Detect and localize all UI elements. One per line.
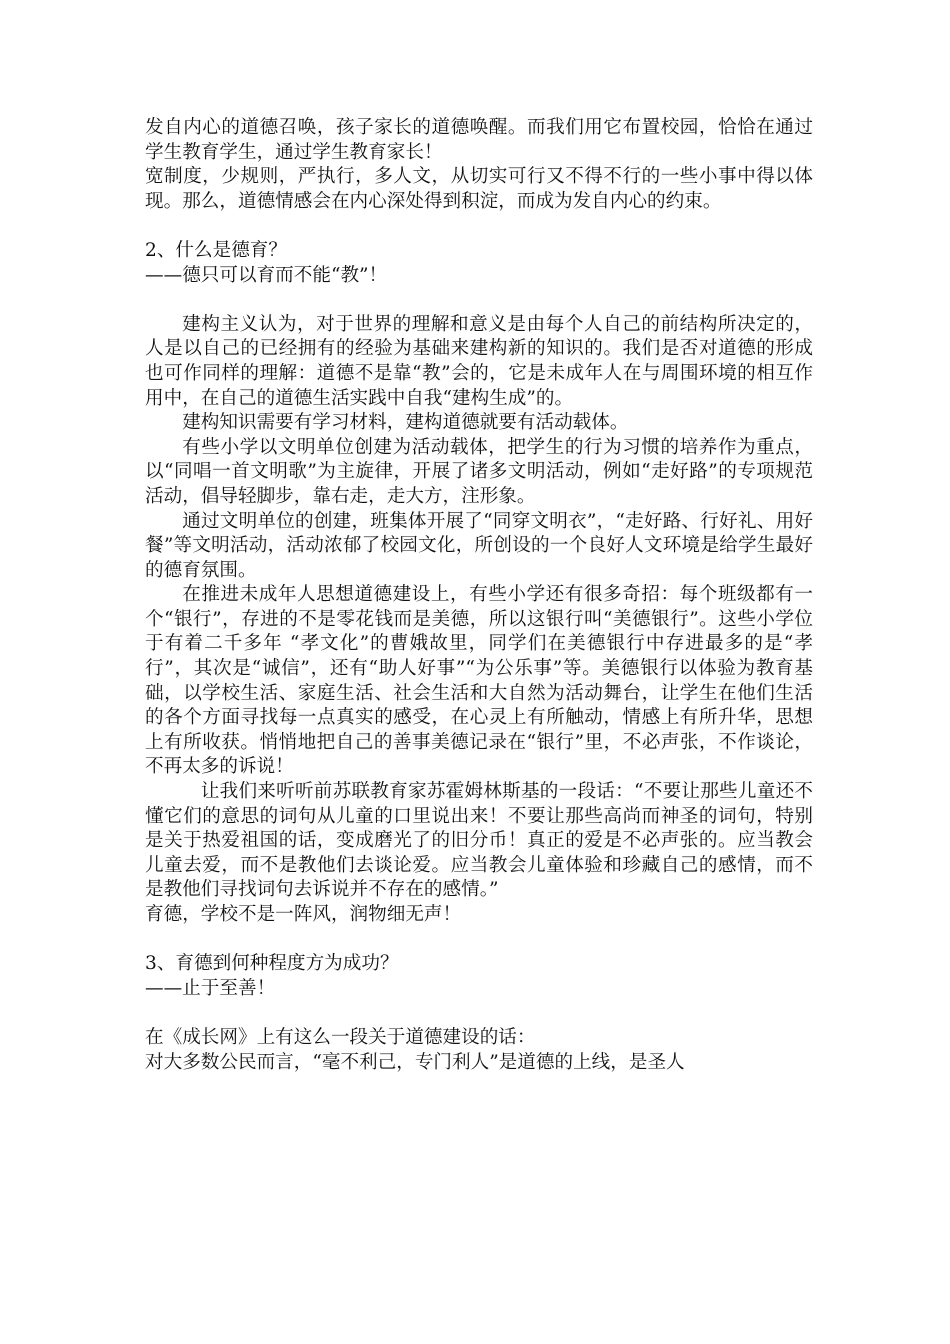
section-heading-3: 3、育德到何种程度方为成功？	[145, 953, 399, 975]
blank-line	[145, 1001, 813, 1026]
paragraph-class-activities: 通过文明单位的创建，班集体开展了“同穿文明衣”，“走好路、行好礼、用好餐”等文明活动，活动浓郁了校园文化，所创设的一个良好人文环境是给学生最好的德育氛围。	[145, 510, 813, 581]
blank-line	[145, 928, 813, 953]
section-subheading-2: ——德只可以育而不能“教”！	[145, 264, 388, 286]
paragraph-intro-2: 宽制度，少规则，严执行，多人文，从切实可行又不得不行的一些小事中得以体现。那么，道德情感会在内心深处得到积淀，而成为发自内心的约束。	[145, 166, 813, 212]
blank-line	[145, 214, 813, 239]
paragraph-activity-carrier: 建构知识需要有学习材料，建构道德就要有活动载体。	[182, 412, 629, 434]
paragraph-moral-education: 育德，学校不是一阵风，润物细无声！	[145, 904, 462, 925]
section-subheading-3: ——止于至善！	[145, 977, 276, 999]
paragraph-virtue-bank: 在推进未成年人思想道德建设上，有些小学还有很多奇招：每个班级都有一个“银行”，存进的不是零花钱而是美德，所以这银行叫“美德银行”。这些小学位于有着二千多年 “孝文化”的曹娥故里，同学们在美德银行中存进最多的是“孝行”，其次是“诚信”，还有“助人好事”“为公乐事”等。美德银行以体验为教育基础，以学校生活、家庭生活、社会生活和大自然为活动舞台，让学生在他们生活的各个方面寻找每一点真实的感受，在心灵上有所触动，情感上有所升华，思想上有所收获。悄悄地把自己的善事美德记录在“银行”里，不必声张，不作谈论，不再太多的诉说！	[145, 584, 813, 778]
section-heading-2: 2、什么是德育？	[145, 239, 287, 261]
paragraph-intro-1: 发自内心的道德召唤，孩子家长的道德唤醒。而我们用它布置校园，恰恰在通过学生教育学生，通过学生教育家长！	[145, 117, 813, 163]
paragraph-growth-net: 在《成长网》上有这么一段关于道德建设的话：	[145, 1026, 536, 1048]
paragraph-civilized-unit: 有些小学以文明单位创建为活动载体，把学生的行为习惯的培养作为重点，以“同唱一首文明歌”为主旋律，开展了诸多文明活动，例如“走好路”的专项规范活动，倡导轻脚步，靠右走，走大方，注形象。	[145, 436, 813, 507]
paragraph-sukhomlinsky-quote: 让我们来听听前苏联教育家苏霍姆林斯基的一段话：“不要让那些儿童还不懂它们的意思的词句从儿童的口里说出来！不要让那些高尚而神圣的词句，特别是关于热爱祖国的话，变成磨光了的旧分币！真正的爱是不必声张的。应当教会儿童去爱，而不是教他们去谈论爱。应当教会儿童体验和珍藏自己的感情，而不是教他们寻找词句去诉说并不存在的感情。”	[145, 781, 813, 901]
paragraph-citizens: 对大多数公民而言，“毫不利己，专门利人”是道德的上线，是圣人	[145, 1051, 685, 1073]
document-page	[145, 116, 813, 1075]
blank-line	[145, 288, 813, 313]
paragraph-constructivism: 建构主义认为，对于世界的理解和意义是由每个人自己的前结构所决定的，人是以自己的已经拥有的经验为基础来建构新的知识的。我们是否对道德的形成也可作同样的理解：道德不是靠“教”会的，它是未成年人在与周围环境的相互作用中，在自己的道德生活实践中自我“建构生成”的。	[145, 313, 813, 409]
